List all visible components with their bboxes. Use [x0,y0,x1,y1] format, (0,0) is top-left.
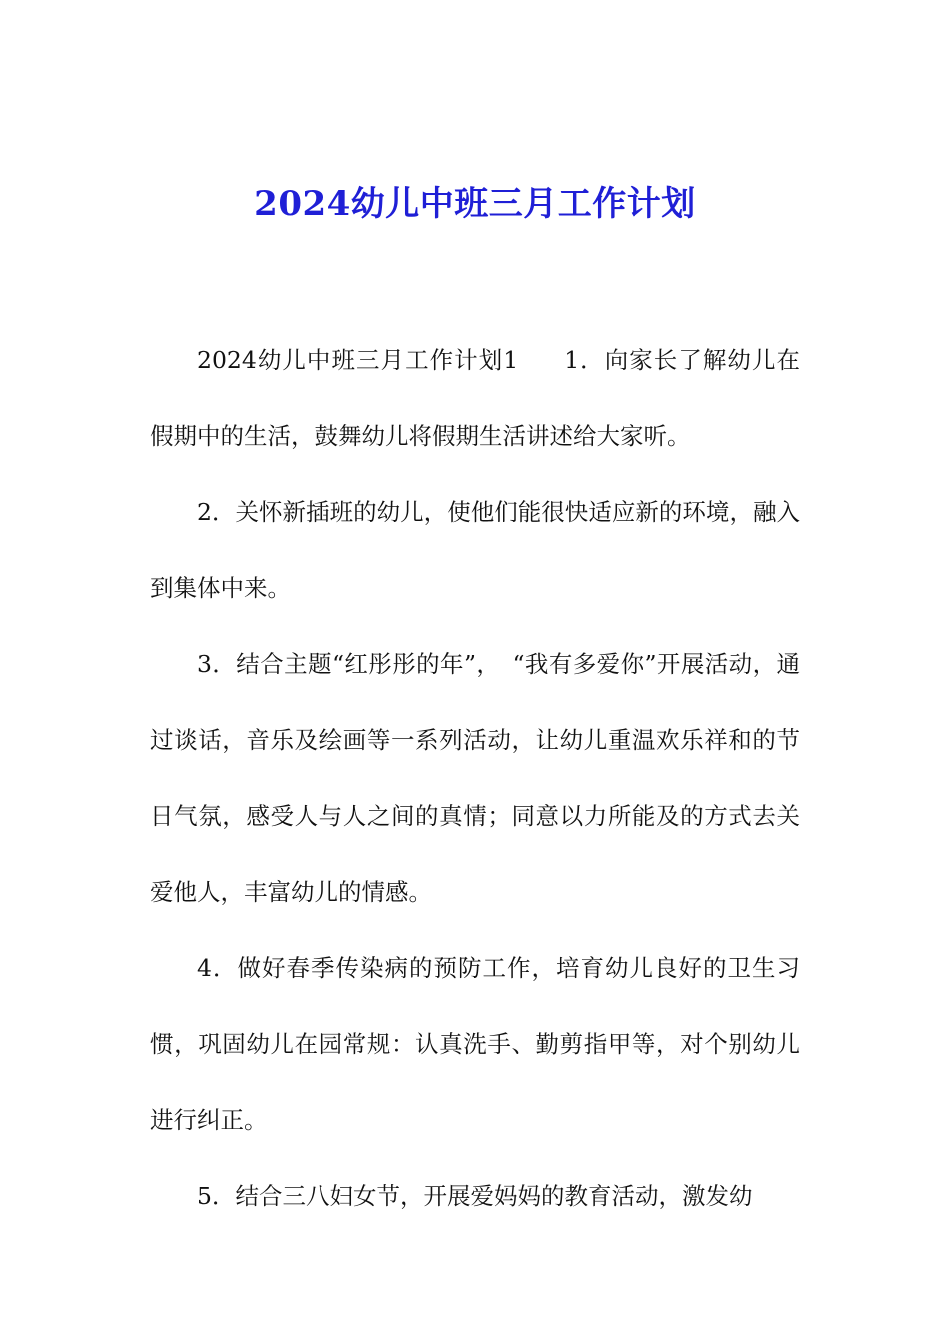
paragraph-5: 5．结合三八妇女节，开展爱妈妈的教育活动，激发幼 [197,1182,753,1210]
paragraph-2: 2．关怀新插班的幼儿，使他们能很快适应新的环境，融入到集体中来。 [150,498,800,602]
document-title: 2024幼儿中班三月工作计划 [254,184,696,224]
paragraph-1-text: 1．向家长了解幼儿在假期中的生活，鼓舞幼儿将假期生活讲述给大家听。 [150,346,800,450]
paragraph-1-heading: 2024幼儿中班三月工作计划1 [197,346,519,374]
document-body [150,322,800,1234]
paragraph-1 [150,322,800,474]
paragraph-3: 3．结合主题“红彤彤的年”， “我有多爱你”开展活动，通过谈话，音乐及绘画等一系列活动，让幼儿重温欢乐祥和的节日气氛，感受人与人之间的真情；同意以力所能及的方式去关爱他人，丰富幼儿的情感。 [150,650,800,906]
paragraph-4: 4．做好春季传染病的预防工作，培育幼儿良好的卫生习惯，巩固幼儿在园常规：认真洗手、勤剪指甲等，对个别幼儿进行纠正。 [150,954,800,1134]
